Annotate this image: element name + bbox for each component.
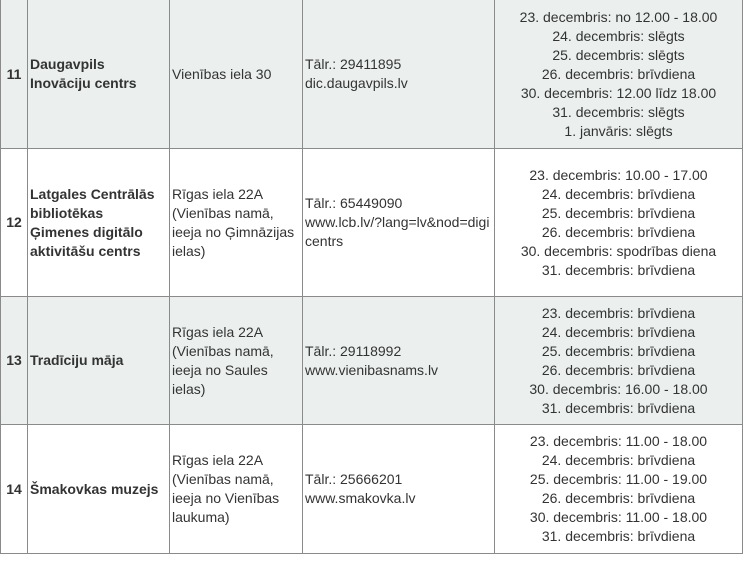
hours-line: 31. decembris: brīvdiena: [541, 261, 696, 278]
venue-name-line: aktivitāšu centrs: [30, 242, 141, 259]
hours-line: 26. decembris: brīvdiena: [541, 223, 696, 240]
hours-line: 30. decembris: 16.00 - 18.00: [529, 380, 708, 397]
table-row: [1, 0, 743, 149]
venue-name: [28, 0, 170, 149]
venue-name-line: Ģimenes digitālo: [30, 223, 143, 240]
venue-name: [28, 425, 170, 554]
venue-address: Vienības iela 30: [170, 0, 303, 149]
venue-contact: [303, 425, 495, 554]
venue-name-line: Inovāciju centrs: [30, 75, 137, 91]
venue-address: Rīgas iela 22A (Vienības namā, ieeja no Saules ielas): [170, 297, 303, 425]
venue-name-line: Latgales Centrālās: [30, 185, 155, 202]
holiday-hours: [495, 0, 743, 149]
venue-contact: [303, 149, 495, 297]
website-link[interactable]: www.vienibasnams.lv: [305, 361, 439, 378]
row-number: 13: [1, 297, 28, 425]
website-link[interactable]: www.lcb.lv/?lang=lv&nod=digicentrs: [305, 214, 490, 249]
hours-line: 30. decembris: 11.00 - 18.00: [529, 509, 708, 525]
venue-contact: [303, 297, 495, 425]
venue-name-line: bibliotēkas: [30, 204, 104, 221]
hours-line: 25. decembris: brīvdiena: [541, 342, 696, 359]
venue-name-line: Daugavpils: [30, 56, 105, 72]
table-row: [1, 297, 743, 425]
phone-number: Tālr.: 29118992: [305, 342, 402, 359]
holiday-hours: [495, 149, 743, 297]
hours-line: 31. decembris: slēgts: [552, 103, 685, 120]
venue-address: Rīgas iela 22A (Vienības namā, ieeja no Vienības laukuma): [170, 425, 303, 554]
hours-line: 23. decembris: no 12.00 - 18.00: [519, 8, 718, 25]
venue-contact: [303, 0, 495, 149]
hours-line: 23. decembris: brīvdiena: [541, 304, 696, 321]
hours-line: 24. decembris: brīvdiena: [541, 323, 696, 340]
hours-line: 24. decembris: brīvdiena: [541, 185, 696, 202]
table-row: [1, 149, 743, 297]
hours-line: 26. decembris: brīvdiena: [541, 490, 696, 506]
holiday-hours: [495, 425, 743, 554]
hours-line: 23. decembris: 10.00 - 17.00: [529, 166, 708, 183]
hours-line: 25. decembris: slēgts: [552, 46, 685, 63]
website-link[interactable]: www.smakovka.lv: [305, 490, 416, 506]
venue-name: [28, 149, 170, 297]
hours-line: 1. janvāris: slēgts: [564, 122, 673, 139]
website-link[interactable]: dic.daugavpils.lv: [305, 75, 408, 91]
holiday-hours: [495, 297, 743, 425]
venue-name-line: Šmakovkas muzejs: [30, 480, 159, 497]
hours-line: 24. decembris: slēgts: [552, 27, 685, 44]
hours-line: 30. decembris: spodrības diena: [520, 242, 717, 259]
hours-line: 31. decembris: brīvdiena: [541, 528, 696, 544]
hours-line: 26. decembris: brīvdiena: [541, 65, 696, 82]
hours-line: 26. decembris: brīvdiena: [541, 361, 696, 378]
hours-line: 25. decembris: brīvdiena: [541, 204, 696, 221]
phone-number: Tālr.: 29411895: [305, 56, 402, 72]
hours-line: 31. decembris: brīvdiena: [541, 399, 696, 416]
table-row: [1, 425, 743, 554]
venue-address: Rīgas iela 22A (Vienības namā, ieeja no Ģimnāzijas ielas): [170, 149, 303, 297]
row-number: 14: [1, 425, 28, 554]
row-number: 11: [1, 0, 28, 149]
hours-line: 24. decembris: brīvdiena: [541, 452, 696, 468]
phone-number: Tālr.: 65449090: [305, 195, 403, 211]
phone-number: Tālr.: 25666201: [305, 471, 403, 487]
hours-line: 30. decembris: 12.00 līdz 18.00: [520, 84, 717, 101]
venue-name: [28, 297, 170, 425]
venue-name-line: Tradīciju māja: [30, 352, 124, 368]
row-number: 12: [1, 149, 28, 297]
hours-line: 25. decembris: 11.00 - 19.00: [529, 471, 708, 487]
hours-line: 23. decembris: 11.00 - 18.00: [529, 433, 708, 449]
